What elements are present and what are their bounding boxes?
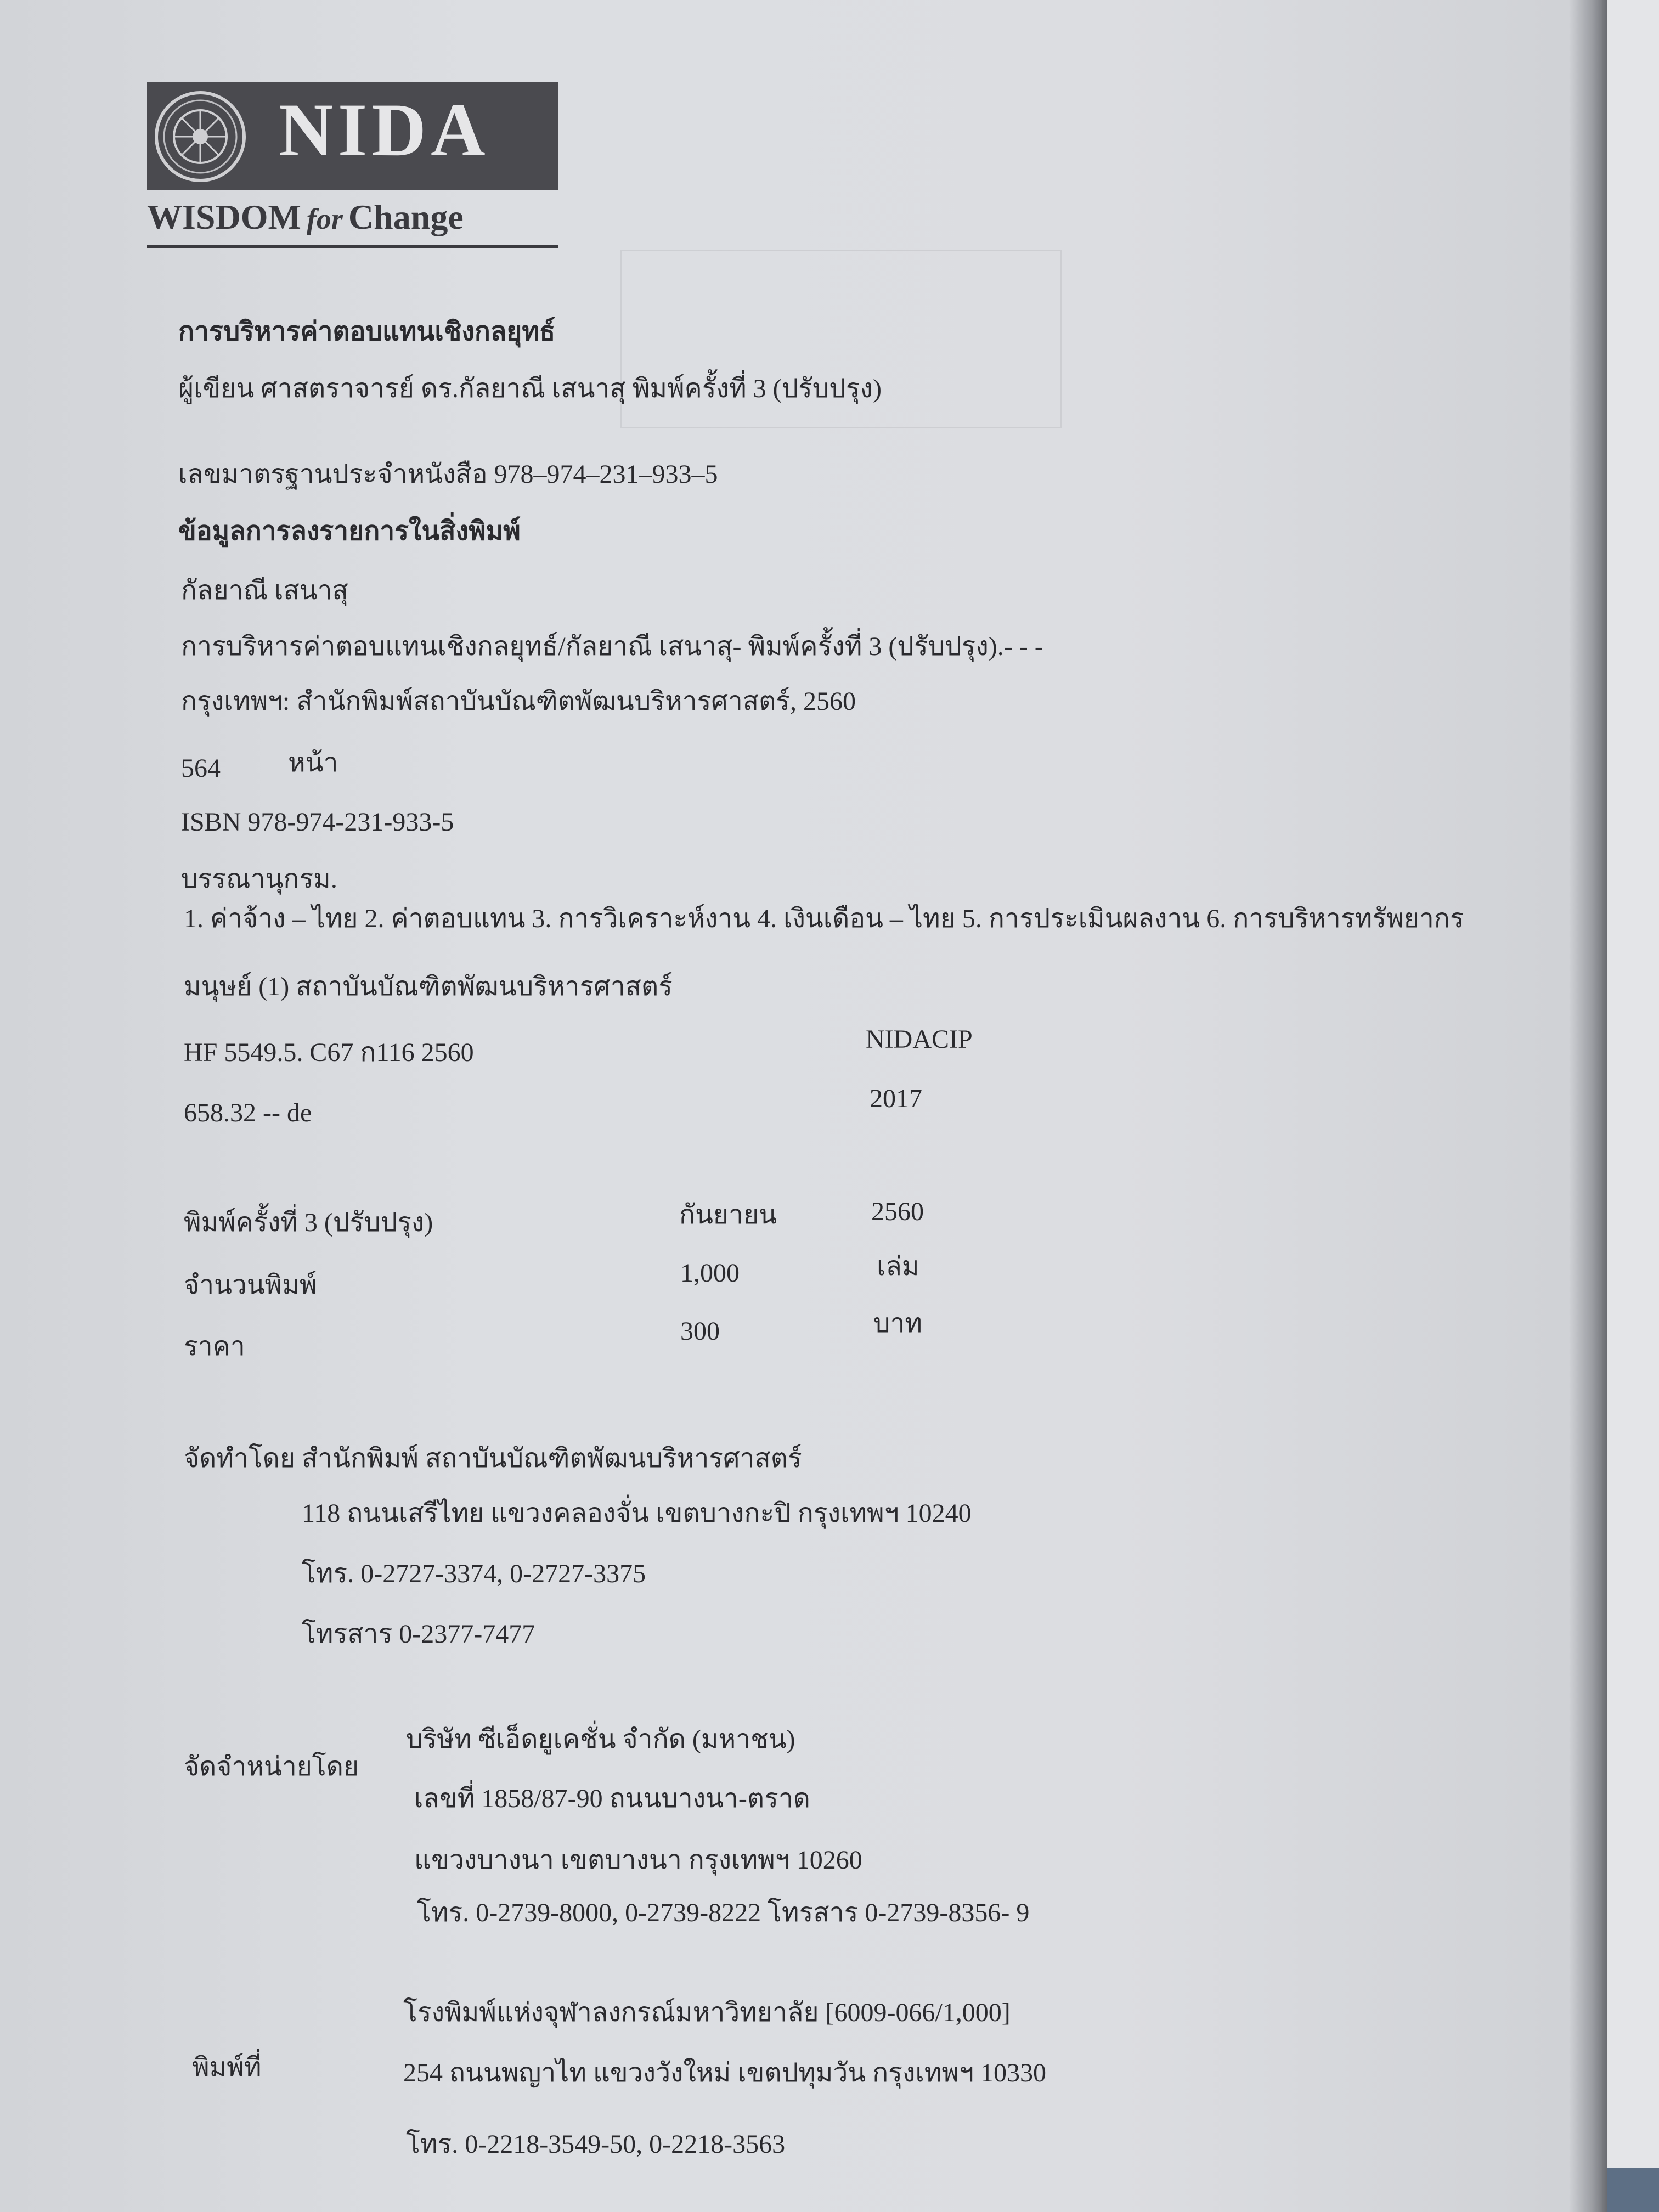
printer-name: โรงพิมพ์แห่งจุฬาลงกรณ์มหาวิทยาลัย [6009-066/1,000] (403, 1998, 1011, 2027)
cip-agency-year: 2017 (870, 1084, 922, 1113)
logo-banner (147, 82, 558, 190)
distributed-by-label: จัดจำหน่ายโดย (184, 1752, 359, 1781)
copies-value: 1,000 (680, 1259, 740, 1288)
cip-dewey: 658.32 -- de (184, 1098, 312, 1127)
cip-pages-count: 564 (181, 754, 221, 783)
cip-bibliography: บรรณานุกรม. (181, 865, 337, 894)
nida-logo (147, 82, 558, 250)
produced-by-fax: โทรสาร 0-2377-7477 (302, 1620, 535, 1649)
seal-icon (154, 90, 247, 183)
author-line: ผู้เขียน ศาสตราจารย์ ดร.กัลยาณี เสนาสุ พิมพ์ครั้งที่ 3 (ปรับปรุง) (178, 374, 882, 403)
cip-heading: ข้อมูลการลงรายการในสิ่งพิมพ์ (178, 517, 521, 546)
cip-agency: NIDACIP (866, 1025, 973, 1054)
cip-subjects-line2: มนุษย์ (1) สถาบันบัณฑิตพัฒนบริหารศาสตร์ (184, 972, 673, 1001)
edition-label: พิมพ์ครั้งที่ 3 (ปรับปรุง) (184, 1208, 433, 1237)
logo-tagline-word: Change (348, 198, 464, 236)
cip-call-number: HF 5549.5. C67 ก116 2560 (184, 1038, 474, 1067)
edition-month: กันยายน (679, 1200, 777, 1229)
cip-subjects-line1: 1. ค่าจ้าง – ไทย 2. ค่าตอบแทน 3. การวิเคราะห์งาน 4. เงินเดือน – ไทย 5. การประเมินผลงาน 6. การบริหารทรัพยากร (184, 904, 1464, 933)
price-value: 300 (680, 1317, 720, 1346)
produced-by-phone: โทร. 0-2727-3374, 0-2727-3375 (302, 1559, 646, 1588)
logo-tagline (147, 190, 558, 248)
produced-by-address: 118 ถนนเสรีไทย แขวงคลองจั่น เขตบางกะปิ กรุงเทพฯ 10240 (302, 1499, 972, 1528)
logo-tagline-word: WISDOM (147, 198, 301, 236)
produced-by-line: จัดทำโดย สำนักพิมพ์ สถาบันบัณฑิตพัฒนบริหารศาสตร์ (184, 1444, 802, 1473)
edition-year: 2560 (871, 1197, 924, 1226)
cip-author: กัลยาณี เสนาสุ (181, 576, 348, 605)
price-unit: บาท (873, 1309, 923, 1338)
distributor-company: บริษัท ซีเอ็ดยูเคชั่น จำกัด (มหาชน) (406, 1725, 795, 1754)
cip-title-line: การบริหารค่าตอบแทนเชิงกลยุทธ์/กัลยาณี เสนาสุ- พิมพ์ครั้งที่ 3 (ปรับปรุง).- - - (181, 632, 1043, 661)
distributor-address1: เลขที่ 1858/87-90 ถนนบางนา-ตราด (414, 1784, 810, 1813)
cip-publisher-line: กรุงเทพฯ: สำนักพิมพ์สถาบันบัณฑิตพัฒนบริหารศาสตร์, 2560 (181, 687, 856, 716)
price-label: ราคา (184, 1332, 245, 1361)
printer-phone: โทร. 0-2218-3549-50, 0-2218-3563 (406, 2130, 786, 2159)
printer-address: 254 ถนนพญาไท แขวงวังใหม่ เขตปทุมวัน กรุงเทพฯ 10330 (403, 2058, 1047, 2087)
book-title: การบริหารค่าตอบแทนเชิงกลยุทธ์ (178, 317, 556, 346)
copies-label: จำนวนพิมพ์ (184, 1271, 317, 1300)
distributor-address2: แขวงบางนา เขตบางนา กรุงเทพฯ 10260 (414, 1846, 862, 1875)
isbn-line: เลขมาตรฐานประจำหนังสือ 978–974–231–933–5 (178, 460, 718, 489)
book-cover-strip (1607, 2168, 1659, 2212)
logo-tagline-word: for (306, 202, 343, 235)
cip-isbn: ISBN 978-974-231-933-5 (181, 808, 454, 837)
underlying-page (1607, 0, 1659, 2212)
logo-name: NIDA (279, 88, 490, 172)
distributor-phone: โทร. 0-2739-8000, 0-2739-8222 โทรสาร 0-2739-8356- 9 (417, 1898, 1030, 1927)
page-edge-shadow (1569, 0, 1607, 2212)
cip-pages-unit: หน้า (288, 748, 338, 777)
printed-at-label: พิมพ์ที่ (192, 2053, 262, 2082)
copies-unit: เล่ม (877, 1252, 919, 1281)
